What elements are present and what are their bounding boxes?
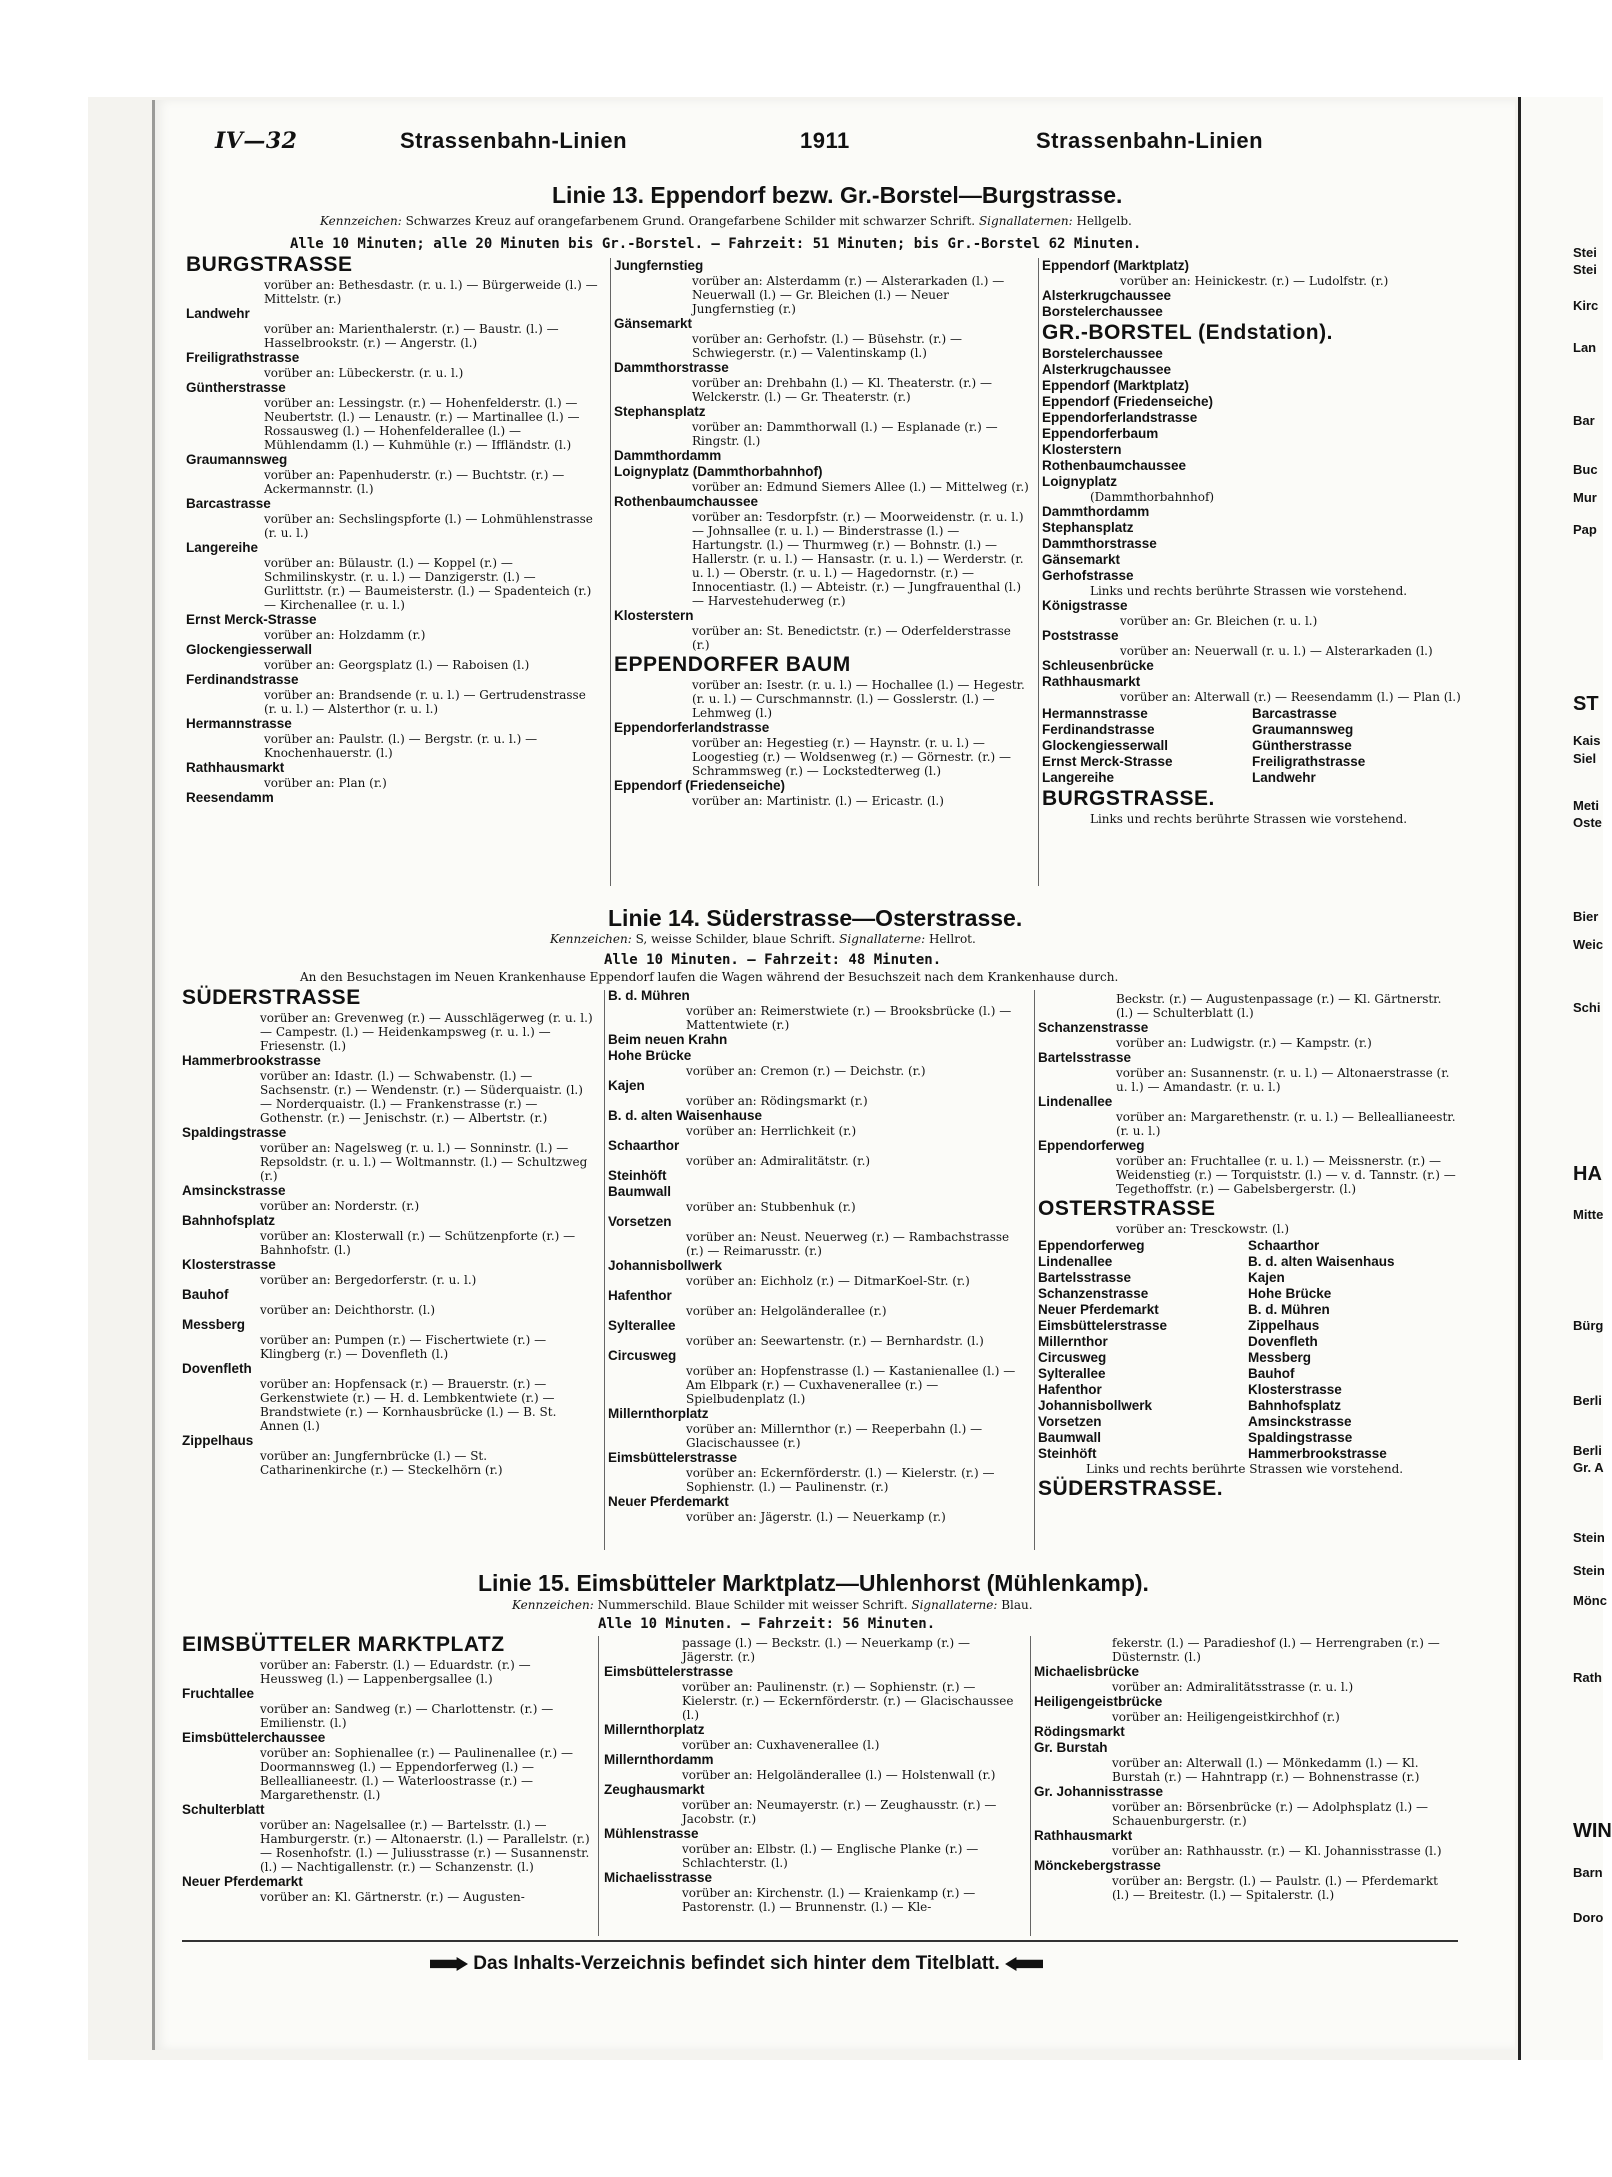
return-stop-pair: [1042, 738, 1462, 754]
passing-streets: vorüber an: Jägerstr. (l.) — Neuerkamp (r.): [686, 1510, 946, 1524]
stop-name: Dammthordamm: [614, 448, 722, 463]
line-14-kennzeichen: Kennzeichen: S, weisse Schilder, blaue Schrift. Signallaterne: Hellrot.: [550, 932, 976, 946]
stop-name: Gerhofstrasse: [1042, 568, 1134, 583]
adjacent-page-text: Schi: [1573, 1000, 1601, 1015]
passing-streets: vorüber an: Drehbahn (l.) — Kl. Theaterstr. (r.) — Welckerstr. (l.) — Gr. Theaterstr. (r.): [692, 376, 992, 404]
line-13-column-1: [186, 252, 598, 806]
stop-name: Baumwall: [608, 1184, 672, 1199]
stop-name: Schaarthor: [1248, 1238, 1320, 1253]
column-rule: [1034, 990, 1035, 1550]
passing-streets: vorüber an: Hegestieg (r.) — Haynstr. (r. u. l.) — Loogestieg (r.) — Woldsenweg (r.) — Görnestr. (r.) — Schrammsweg (r.) — Lockstedterweg (l.): [692, 736, 1012, 778]
stop-name: Zippelhaus: [1248, 1318, 1320, 1333]
return-stop-pair: [1038, 1286, 1458, 1302]
adjacent-page-text: Bar: [1573, 413, 1595, 428]
adjacent-page-text: Stein: [1573, 1530, 1605, 1545]
line-13-title: Linie 13. Eppendorf bezw. Gr.-Borstel—Burgstrasse.: [552, 182, 1123, 208]
stop-name: Langereihe: [1042, 770, 1115, 785]
return-stop-pair: [1038, 1398, 1458, 1414]
adjacent-page-text: Oste: [1573, 815, 1602, 830]
stop-name: Loignyplatz: [1042, 474, 1117, 489]
adjacent-page-text: Lan: [1573, 340, 1597, 355]
passing-streets: vorüber an: Fruchtallee (r. u. l.) — Meissnerstr. (r.) — Weidenstieg (r.) — Torquiststr. (l.) — v. d. Tannstr. (r.) — Tegethoffstr. (r.) — Gabelsbergerstr. (l.): [1116, 1154, 1456, 1196]
stop-name: Schulterblatt: [182, 1802, 265, 1817]
stop-name: Schanzenstrasse: [1038, 1020, 1149, 1035]
stop-name: Schanzenstrasse: [1038, 1286, 1149, 1301]
adjacent-page-text: Gr. A: [1573, 1460, 1604, 1475]
running-title-right: Strassenbahn-Linien: [1036, 128, 1264, 153]
line-14-column-2: [608, 988, 1026, 1524]
adjacent-page-text: Mur: [1573, 490, 1597, 505]
passing-streets: vorüber an: Georgsplatz (l.) — Raboisen (l.): [264, 658, 530, 672]
adjacent-page-text: Meti: [1573, 798, 1599, 813]
passing-streets: vorüber an: Cremon (r.) — Deichstr. (r.): [686, 1064, 926, 1078]
passing-streets: vorüber an: Sophienallee (r.) — Paulinenallee (r.) — Doormannsweg (l.) — Eppendorferweg (l.) — Belleallianeestr. (l.) — Waterloostrasse (r.) — Margarethenstr. (l.): [260, 1746, 574, 1802]
terminal-station: GR.-BORSTEL (Endstation).: [1042, 321, 1333, 344]
stop-name: Spaldingstrasse: [1248, 1430, 1353, 1445]
stop-name: Dammthorstrasse: [1042, 536, 1157, 551]
stop-name: Eppendorf (Friedenseiche): [1042, 394, 1214, 409]
stop-name: Heiligengeistbrücke: [1034, 1694, 1163, 1709]
stop-name: Johannisbollwerk: [1038, 1398, 1153, 1413]
stop-name: Bartelsstrasse: [1038, 1270, 1132, 1285]
return-stop-pair: [1038, 1270, 1458, 1286]
stop-name: Neuer Pferdemarkt: [182, 1874, 303, 1889]
stop-name: Freiligrathstrasse: [186, 350, 300, 365]
passing-streets: vorüber an: Susannenstr. (r. u. l.) — Altonaerstrasse (r. u. l.) — Amandastr. (r. u. l.): [1116, 1066, 1450, 1094]
stop-name: Fruchtallee: [182, 1686, 255, 1701]
column-rule: [598, 1636, 599, 1936]
stop-name: Dammthordamm: [1042, 504, 1150, 519]
stop-name: Bartelsstrasse: [1038, 1050, 1132, 1065]
stop-name: Schaarthor: [608, 1138, 680, 1153]
stop-name: Circusweg: [608, 1348, 677, 1363]
column-rule: [1038, 258, 1039, 886]
stop-name: Königstrasse: [1042, 598, 1128, 613]
stop-name: Dovenfleth: [1248, 1334, 1318, 1349]
stop-name: Zippelhaus: [182, 1433, 254, 1448]
stop-name: Hammerbrookstrasse: [182, 1053, 321, 1068]
column-note: (Dammthorbahnhof): [1090, 490, 1215, 504]
stop-name: Lindenallee: [1038, 1254, 1113, 1269]
return-stop-pair: [1038, 1254, 1458, 1270]
stop-name: Sylterallee: [608, 1318, 676, 1333]
line-13-end-note: Links und rechts berührte Strassen wie vorstehend.: [1090, 812, 1408, 826]
stop-name: Gänsemarkt: [614, 316, 693, 331]
stop-name: Dammthorstrasse: [614, 360, 729, 375]
return-stop-pair: [1038, 1430, 1458, 1446]
stop-name: Ernst Merck-Strasse: [186, 612, 317, 627]
passing-streets: vorüber an: Börsenbrücke (r.) — Adolphsplatz (l.) — Schauenburgerstr. (r.): [1112, 1800, 1429, 1828]
stop-name: Loignyplatz (Dammthorbahnhof): [614, 464, 823, 479]
stop-name: Sylterallee: [1038, 1366, 1106, 1381]
stop-name: Vorsetzen: [1038, 1414, 1102, 1429]
pointing-hand-left-icon: [1005, 1957, 1043, 1971]
line-14-frequency: Alle 10 Minuten. — Fahrzeit: 48 Minuten.: [604, 952, 942, 968]
passing-streets: vorüber an: Sechslingspforte (l.) — Lohmühlenstrasse (r. u. l.): [264, 512, 593, 540]
stop-name: Jungfernstieg: [614, 258, 704, 273]
stop-name: Graumannsweg: [1252, 722, 1354, 737]
stop-name: Mönckebergstrasse: [1034, 1858, 1161, 1873]
stop-name: Spaldingstrasse: [182, 1125, 287, 1140]
return-stop-pair: [1042, 754, 1462, 770]
stop-name: Klosterstern: [614, 608, 694, 623]
adjacent-page-text: Stei: [1573, 262, 1597, 277]
line-13-frequency: Alle 10 Minuten; alle 20 Minuten bis Gr.-Borstel. — Fahrzeit: 51 Minuten; bis Gr.-Borstel 62 Minuten.: [290, 236, 1142, 252]
passing-streets: vorüber an: Brandsende (r. u. l.) — Gertrudenstrasse (r. u. l.) — Alsterthor (r. u. l.): [264, 688, 586, 716]
passing-streets: vorüber an: Helgoländerallee (r.): [686, 1304, 887, 1318]
stop-name: Stephansplatz: [1042, 520, 1134, 535]
return-stop-pair: [1038, 1382, 1458, 1398]
passing-streets: vorüber an: Gr. Bleichen (r. u. l.): [1120, 614, 1318, 628]
passing-streets: vorüber an: Rödingsmarkt (r.): [686, 1094, 868, 1108]
stop-name: B. d. alten Waisenhause: [608, 1108, 763, 1123]
passing-streets: vorüber an: Eckernförderstr. (l.) — Kielerstr. (r.) — Sophienstr. (l.) — Paulinenstr. (r.): [686, 1466, 995, 1494]
adjacent-page-text: HA: [1573, 1163, 1602, 1185]
passing-streets: vorüber an: Alterwall (l.) — Mönkedamm (l.) — Kl. Burstah (r.) — Hahntrapp (r.) — Bohnenstrasse (r.): [1112, 1756, 1420, 1784]
stop-name: Bahnhofsplatz: [1248, 1398, 1341, 1413]
passing-streets: vorüber an: Jungfernbrücke (l.) — St. Catharinenkirche (r.) — Steckelhörn (r.): [260, 1449, 503, 1477]
stop-name: Baumwall: [1038, 1430, 1102, 1445]
stop-name: Millernthorplatz: [608, 1406, 709, 1421]
stop-name: Eimsbüttelerstrasse: [604, 1664, 734, 1679]
stop-name: Lindenallee: [1038, 1094, 1113, 1109]
stop-name: Eppendorferweg: [1038, 1238, 1145, 1253]
stop-name: Poststrasse: [1042, 628, 1119, 643]
stop-name: B. d. alten Waisenhaus: [1248, 1254, 1395, 1269]
stop-name: Glockengiesserwall: [1042, 738, 1169, 753]
return-stop-pair: [1038, 1334, 1458, 1350]
adjacent-page-text: Buc: [1573, 462, 1598, 477]
stop-name: Rathhausmarkt: [1042, 674, 1141, 689]
stop-name: Schleusenbrücke: [1042, 658, 1154, 673]
passing-streets: passage (l.) — Beckstr. (l.) — Neuerkamp (r.) — Jägerstr. (r.): [682, 1636, 971, 1664]
passing-streets: vorüber an: Papenhuderstr. (r.) — Buchtstr. (r.) — Ackermannstr. (l.): [264, 468, 565, 496]
stop-name: Neuer Pferdemarkt: [1038, 1302, 1159, 1317]
return-stop-pair: [1042, 706, 1462, 722]
stop-name: Hermannstrasse: [186, 716, 292, 731]
stop-name: Eimsbüttelerstrasse: [1038, 1318, 1168, 1333]
passing-streets: vorüber an: Plan (r.): [264, 776, 387, 790]
passing-streets: vorüber an: Paulinenstr. (r.) — Sophienstr. (r.) — Kielerstr. (r.) — Eckernförderstr. (r.) — Glacischaussee (l.): [682, 1680, 1014, 1722]
stop-name: Bahnhofsplatz: [182, 1213, 275, 1228]
stop-name: Hammerbrookstrasse: [1248, 1446, 1387, 1461]
stop-name: Hafenthor: [1038, 1382, 1102, 1397]
stop-name: Rothenbaumchaussee: [1042, 458, 1187, 473]
stop-name: Rothenbaumchaussee: [614, 494, 759, 509]
column-note: Links und rechts berührte Strassen wie vorstehend.: [1090, 584, 1408, 598]
adjacent-page-text: Berli: [1573, 1393, 1602, 1408]
adjacent-page-text: ST: [1573, 693, 1599, 715]
passing-streets: vorüber an: Holzdamm (r.): [264, 628, 426, 642]
passing-streets: vorüber an: Lessingstr. (r.) — Hohenfelderstr. (l.) — Neubertstr. (l.) — Lenaustr. (r.) — Martinallee (l.) — Rossausweg (l.) — Hohenfelderallee (l.) — Mühlendamm (l.) — Kuhmühle (r.) — Iffländstr. (l.): [264, 396, 580, 452]
stop-name: Millernthordamm: [604, 1752, 714, 1767]
terminal-station: EPPENDORFER BAUM: [614, 653, 851, 676]
passing-streets: vorüber an: Deichthorstr. (l.): [260, 1303, 436, 1317]
passing-streets: vorüber an: Paulstr. (l.) — Bergstr. (r. u. l.) — Knochenhauerstr. (l.): [264, 732, 538, 760]
passing-streets: vorüber an: Heinickestr. (r.) — Ludolfstr. (r.): [1120, 274, 1389, 288]
terminal-station: BURGSTRASSE: [186, 253, 353, 276]
passing-streets: vorüber an: Nagelsweg (r. u. l.) — Sonninstr. (l.) — Repsoldstr. (r. u. l.) — Woltmannstr. (l.) — Schultzweg (r.): [260, 1141, 588, 1183]
passing-streets: vorüber an: Hopfenstrasse (l.) — Kastanienallee (l.) — Am Elbpark (r.) — Cuxhavenerallee (r.) — Spielbudenplatz (l.): [686, 1364, 1016, 1406]
line-15-column-1: [182, 1632, 594, 1904]
adjacent-page-text: Barn: [1573, 1865, 1603, 1880]
passing-streets: vorüber an: Kirchenstr. (l.) — Kraienkamp (r.) — Pastorenstr. (l.) — Brunnenstr. (l.) — Kle-: [682, 1886, 976, 1914]
passing-streets: vorüber an: Rathhausstr. (r.) — Kl. Johannisstrasse (l.): [1112, 1844, 1442, 1858]
stop-name: Messberg: [1248, 1350, 1312, 1365]
adjacent-page-text: Bier: [1573, 909, 1599, 924]
passing-streets: vorüber an: Marienthalerstr. (r.) — Baustr. (l.) — Hasselbrookstr. (r.) — Angerstr. (l.): [264, 322, 559, 350]
passing-streets: vorüber an: Faberstr. (l.) — Eduardstr. (r.) — Heussweg (l.) — Lappenbergsallee (l.): [260, 1658, 531, 1686]
footer-rule: [182, 1940, 1458, 1942]
stop-name: Ernst Merck-Strasse: [1042, 754, 1173, 769]
passing-streets: vorüber an: St. Benedictstr. (r.) — Oderfelderstrasse (r.): [692, 624, 1011, 652]
stop-name: Stephansplatz: [614, 404, 706, 419]
passing-streets: vorüber an: Idastr. (l.) — Schwabenstr. (l.) — Sachsenstr. (r.) — Wendenstr. (r.) — Süderquaistr. (l.) — Norderquaistr. (l.) — Frankenstrasse (r.) — Gothenstr. (r.) — Jenischstr. (r.) — Albertstr. (r.): [260, 1069, 583, 1125]
stop-name: Michaelisbrücke: [1034, 1664, 1140, 1679]
passing-streets: vorüber an: Seewartenstr. (r.) — Bernhardstr. (l.): [686, 1334, 984, 1348]
footer-note: [430, 1953, 1043, 1975]
stop-name: Kajen: [608, 1078, 645, 1093]
adjacent-page-text: Kirc: [1573, 298, 1599, 313]
stop-name: Rathhausmarkt: [186, 760, 285, 775]
stop-name: Messberg: [182, 1317, 246, 1332]
line-14-title: Linie 14. Süderstrasse—Osterstrasse.: [608, 905, 1023, 931]
terminal-station: EIMSBÜTTELER MARKTPLATZ: [182, 1633, 505, 1656]
passing-streets: vorüber an: Hopfensack (r.) — Brauerstr. (r.) — Gerkenstwiete (r.) — H. d. Lembkentwiete (r.) — Brandstwiete (r.) — Kornhausbrücke (l.) — B. St. Annen (l.): [260, 1377, 557, 1433]
passing-streets: vorüber an: Isestr. (r. u. l.) — Hochallee (l.) — Hegestr. (r. u. l.) — Curschmannstr. (l.) — Gosslerstr. (l.) — Lehmweg (l.): [692, 678, 1025, 720]
stop-name: Klosterstrasse: [1248, 1382, 1342, 1397]
stop-name: Zeughausmarkt: [604, 1782, 705, 1797]
stop-name: B. d. Mühren: [1248, 1302, 1330, 1317]
stop-name: Eppendorferweg: [1038, 1138, 1145, 1153]
passing-streets: vorüber an: Alterwall (r.) — Reesendamm (l.) — Plan (l.): [1120, 690, 1461, 704]
line-14-end-station: SÜDERSTRASSE.: [1038, 1477, 1224, 1500]
passing-streets: vorüber an: Tesdorpfstr. (r.) — Moorweidenstr. (r. u. l.) — Johnsallee (r. u. l.) — Binderstrasse (l.) — Hartungstr. (l.) — Thurmweg (r.) — Bohnstr. (l.) — Hallerstr. (r. u. l.) — Hansastr. (r. u. l.) — Werderstr. (r. u. l.) — Oberstr. (r. u. l.) — Hagedornstr. (r.) — Innocentiastr. (l.) — Abteistr. (r.) — Jungfrauenthal (l.) — Harvestehuderweg (r.): [692, 510, 1024, 608]
stop-name: Hohe Brücke: [608, 1048, 692, 1063]
line-15-kennzeichen: Kennzeichen: Nummerschild. Blaue Schilder mit weisser Schrift. Signallaterne: Blau.: [512, 1598, 1033, 1612]
line-15-frequency: Alle 10 Minuten. — Fahrzeit: 56 Minuten.: [598, 1616, 936, 1632]
adjacent-page-text: Mitte: [1573, 1207, 1604, 1222]
stop-name: Graumannsweg: [186, 452, 288, 467]
passing-streets: vorüber an: Alsterdamm (r.) — Alsterarkaden (l.) — Neuerwall (l.) — Gr. Bleichen (l.) — Neuer Jungfernstieg (r.): [692, 274, 1005, 316]
stop-name: Ferdinandstrasse: [186, 672, 299, 687]
stop-name: Mühlenstrasse: [604, 1826, 699, 1841]
stop-name: Barcastrasse: [1252, 706, 1337, 721]
passing-streets: vorüber an: Neumayerstr. (r.) — Zeughausstr. (r.) — Jacobstr. (r.): [682, 1798, 997, 1826]
adjacent-page-text: Stein: [1573, 1563, 1605, 1578]
stop-name: Amsinckstrasse: [182, 1183, 286, 1198]
line-13-column-3: [1042, 258, 1462, 826]
stop-name: Beim neuen Krahn: [608, 1032, 728, 1047]
line-14-end-note: Links und rechts berührte Strassen wie vorstehend.: [1086, 1462, 1404, 1476]
adjacent-page-text: Stei: [1573, 245, 1597, 260]
stop-name: Steinhöft: [608, 1168, 667, 1183]
column-rule: [1030, 1636, 1031, 1936]
passing-streets: Beckstr. (r.) — Augustenpassage (r.) — Kl. Gärtnerstr. (l.) — Schulterblatt (l.): [1116, 992, 1442, 1020]
stop-name: Eimsbüttelerstrasse: [608, 1450, 738, 1465]
stop-name: Eppendorferbaum: [1042, 426, 1159, 441]
stop-name: Millernthorplatz: [604, 1722, 705, 1737]
stop-name: Eppendorf (Marktplatz): [1042, 258, 1189, 273]
return-stop-pair: [1038, 1446, 1458, 1462]
adjacent-page-text: Bürg: [1573, 1318, 1604, 1333]
adjacent-page-text: Mönc: [1573, 1593, 1607, 1608]
passing-streets: vorüber an: Grevenweg (r.) — Ausschlägerweg (r. u. l.) — Campestr. (l.) — Heidenkampsweg (r. u. l.) — Friesenstr. (l.): [260, 1011, 593, 1053]
stop-name: Hafenthor: [608, 1288, 672, 1303]
passing-streets: vorüber an: Admiralitätsstrasse (r. u. l.): [1112, 1680, 1354, 1694]
stop-name: Ferdinandstrasse: [1042, 722, 1155, 737]
passing-streets: vorüber an: Bergedorferstr. (r. u. l.): [260, 1273, 477, 1287]
return-stop-pair: [1038, 1238, 1458, 1254]
line-13-end-station: BURGSTRASSE.: [1042, 787, 1215, 810]
stop-name: Klosterstern: [1042, 442, 1122, 457]
running-title-left: Strassenbahn-Linien: [400, 128, 628, 153]
passing-streets: vorüber an: Tresckowstr. (l.): [1116, 1222, 1290, 1236]
passing-streets: fekerstr. (l.) — Paradieshof (l.) — Herrengraben (r.) — Düsternstr. (l.): [1112, 1636, 1440, 1664]
stop-name: B. d. Mühren: [608, 988, 690, 1003]
passing-streets: vorüber an: Neuerwall (r. u. l.) — Alsterarkaden (l.): [1120, 644, 1433, 658]
stop-name: Güntherstrasse: [1252, 738, 1352, 753]
line-15-column-2: [604, 1636, 1022, 1914]
return-stop-pair: [1042, 770, 1462, 786]
stop-name: Landwehr: [186, 306, 250, 321]
passing-streets: vorüber an: Reimerstwiete (r.) — Brooksbrücke (l.) — Mattentwiete (r.): [686, 1004, 1012, 1032]
terminal-station: OSTERSTRASSE: [1038, 1197, 1216, 1220]
passing-streets: vorüber an: Helgoländerallee (l.) — Holstenwall (r.): [682, 1768, 996, 1782]
stop-name: Michaelisstrasse: [604, 1870, 713, 1885]
passing-streets: vorüber an: Margarethenstr. (r. u. l.) — Belleallianeestr. (r. u. l.): [1116, 1110, 1456, 1138]
line-14-note: An den Besuchstagen im Neuen Krankenhause Eppendorf laufen die Wagen während der Besuchszeit nach dem Krankenhause durch.: [300, 970, 1119, 984]
stop-name: Langereihe: [186, 540, 259, 555]
stop-name: Johannisbollwerk: [608, 1258, 723, 1273]
stop-name: Circusweg: [1038, 1350, 1107, 1365]
stop-name: Borstelerchaussee: [1042, 304, 1163, 319]
passing-streets: vorüber an: Ludwigstr. (r.) — Kampstr. (r.): [1116, 1036, 1372, 1050]
passing-streets: vorüber an: Dammthorwall (l.) — Esplanade (r.) — Ringstr. (l.): [692, 420, 998, 448]
stop-name: Vorsetzen: [608, 1214, 672, 1229]
stop-name: Eppendorferlandstrasse: [614, 720, 770, 735]
passing-streets: vorüber an: Martinistr. (l.) — Ericastr. (l.): [692, 794, 944, 808]
stop-name: Millernthor: [1038, 1334, 1108, 1349]
stop-name: Hermannstrasse: [1042, 706, 1148, 721]
adjacent-page-text: Berli: [1573, 1443, 1602, 1458]
passing-streets: vorüber an: Edmund Siemers Allee (l.) — Mittelweg (r.): [692, 480, 1029, 494]
pointing-hand-right-icon: [430, 1957, 468, 1971]
stop-name: Eppendorf (Friedenseiche): [614, 778, 786, 793]
passing-streets: vorüber an: Nagelsallee (r.) — Bartelsstr. (l.) — Hamburgerstr. (r.) — Altonaerstr. (l.) — Parallelstr. (r.) — Rosenhofstr. (l.) — Juliusstrasse (r.) — Susannenstr. (l.) — Nachtigallenstr. (r.) — Schanzenstr. (l.): [260, 1818, 590, 1874]
return-stop-pair: [1038, 1350, 1458, 1366]
running-year: 1911: [800, 128, 850, 153]
return-stop-pair: [1038, 1414, 1458, 1430]
stop-name: Neuer Pferdemarkt: [608, 1494, 729, 1509]
passing-streets: vorüber an: Stubbenhuk (r.): [686, 1200, 856, 1214]
passing-streets: vorüber an: Neust. Neuerweg (r.) — Rambachstrasse (r.) — Reimarusstr. (r.): [686, 1230, 1010, 1258]
return-stop-pair: [1038, 1302, 1458, 1318]
column-rule: [604, 990, 605, 1550]
adjacent-page-text: Doro: [1573, 1910, 1604, 1925]
stop-name: Reesendamm: [186, 790, 274, 805]
line-13-column-2: [614, 258, 1032, 808]
stop-name: Hohe Brücke: [1248, 1286, 1332, 1301]
stop-name: Barcastrasse: [186, 496, 271, 511]
adjacent-page-text: Weic: [1573, 937, 1604, 952]
stop-name: Amsinckstrasse: [1248, 1414, 1352, 1429]
stop-name: Eimsbüttelerchaussee: [182, 1730, 326, 1745]
adjacent-page-text: Pap: [1573, 522, 1597, 537]
stop-name: Borstelerchaussee: [1042, 346, 1163, 361]
passing-streets: vorüber an: Pumpen (r.) — Fischertwiete (r.) — Klingberg (r.) — Dovenfleth (l.): [260, 1333, 547, 1361]
stop-name: Landwehr: [1252, 770, 1316, 785]
stop-name: Rathhausmarkt: [1034, 1828, 1133, 1843]
passing-streets: vorüber an: Sandweg (r.) — Charlottenstr. (r.) — Emilienstr. (l.): [260, 1702, 554, 1730]
passing-streets: vorüber an: Cuxhavenerallee (l.): [682, 1738, 880, 1752]
adjacent-page-fragment: [1518, 97, 1612, 2060]
line-13-kennzeichen: Kennzeichen: Schwarzes Kreuz auf orangefarbenem Grund. Orangefarbene Schilder mit schwarzer Schrift. Signallaternen: Hellgelb.: [320, 214, 1132, 228]
stop-name: Gr. Johannisstrasse: [1034, 1784, 1164, 1799]
return-stop-pair: [1038, 1318, 1458, 1334]
footer-text: Das Inhalts-Verzeichnis befindet sich hinter dem Titelblatt.: [473, 1953, 1000, 1974]
terminal-station: SÜDERSTRASSE: [182, 986, 361, 1009]
stop-name: Kajen: [1248, 1270, 1285, 1285]
column-rule: [610, 258, 611, 886]
stop-name: Steinhöft: [1038, 1446, 1097, 1461]
passing-streets: vorüber an: Lübeckerstr. (r. u. l.): [264, 366, 464, 380]
stop-name: Klosterstrasse: [182, 1257, 276, 1272]
passing-streets: vorüber an: Admiralitätstr. (r.): [686, 1154, 871, 1168]
passing-streets: vorüber an: Norderstr. (r.): [260, 1199, 420, 1213]
stop-name: Bauhof: [1248, 1366, 1295, 1381]
passing-streets: vorüber an: Heiligengeistkirchhof (r.): [1112, 1710, 1340, 1724]
passing-streets: vorüber an: Kl. Gärtnerstr. (r.) — Augusten-: [260, 1890, 525, 1904]
passing-streets: vorüber an: Eichholz (r.) — DitmarKoel-Str. (r.): [686, 1274, 970, 1288]
stop-name: Dovenfleth: [182, 1361, 252, 1376]
return-stop-pair: [1038, 1366, 1458, 1382]
stop-name: Gänsemarkt: [1042, 552, 1121, 567]
passing-streets: vorüber an: Elbstr. (l.) — Englische Planke (r.) — Schlachterstr. (l.): [682, 1842, 979, 1870]
stop-name: Freiligrathstrasse: [1252, 754, 1366, 769]
line-14-column-3: [1038, 992, 1458, 1502]
stop-name: Eppendorf (Marktplatz): [1042, 378, 1189, 393]
stop-name: Eppendorferlandstrasse: [1042, 410, 1198, 425]
stop-name: Rödingsmarkt: [1034, 1724, 1125, 1739]
adjacent-page-text: Rath: [1573, 1670, 1602, 1685]
stop-name: Glockengiesserwall: [186, 642, 313, 657]
return-stop-pair: [1042, 722, 1462, 738]
adjacent-page-text: Kais: [1573, 733, 1601, 748]
passing-streets: vorüber an: Bethesdastr. (r. u. l.) — Bürgerweide (l.) — Mittelstr. (r.): [264, 278, 598, 306]
passing-streets: vorüber an: Bergstr. (l.) — Paulstr. (l.) — Pferdemarkt (l.) — Breitestr. (l.) — Spitalerstr. (l.): [1112, 1874, 1438, 1902]
passing-streets: vorüber an: Bülaustr. (l.) — Koppel (r.) — Schmilinskystr. (r. u. l.) — Danzigerstr. (l.) — Gurlittstr. (r.) — Baumeisterstr. (l.) — Spadenteich (r.) — Kirchenallee (r. u. l.): [264, 556, 592, 612]
stop-name: Alsterkrugchaussee: [1042, 288, 1172, 303]
stop-name: Alsterkrugchaussee: [1042, 362, 1172, 377]
page-number: IV—32: [215, 128, 298, 154]
stop-name: Bauhof: [182, 1287, 229, 1302]
stop-name: Güntherstrasse: [186, 380, 286, 395]
passing-streets: vorüber an: Klosterwall (r.) — Schützenpforte (r.) — Bahnhofstr. (l.): [260, 1229, 576, 1257]
line-14-column-1: [182, 985, 594, 1477]
stop-name: Gr. Burstah: [1034, 1740, 1108, 1755]
passing-streets: vorüber an: Herrlichkeit (r.): [686, 1124, 857, 1138]
passing-streets: vorüber an: Millernthor (r.) — Reeperbahn (l.) — Glacischaussee (r.): [686, 1422, 983, 1450]
passing-streets: vorüber an: Gerhofstr. (l.) — Büsehstr. (r.) — Schwiegerstr. (r.) — Valentinskamp (l.): [692, 332, 963, 360]
line-15-column-3: [1034, 1636, 1458, 1902]
line-15-title: Linie 15. Eimsbütteler Marktplatz—Uhlenhorst (Mühlenkamp).: [478, 1570, 1149, 1596]
adjacent-page-text: WIN: [1573, 1820, 1612, 1842]
adjacent-page-text: Siel: [1573, 751, 1597, 766]
